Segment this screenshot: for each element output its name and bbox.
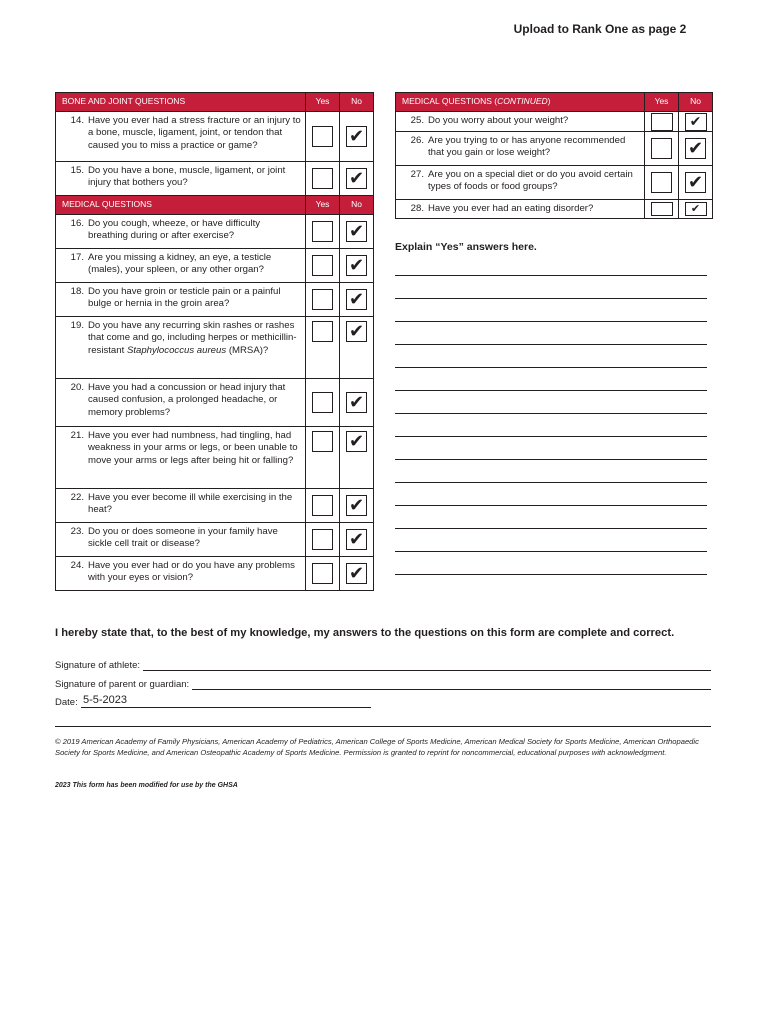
question-text: Do you worry about your weight? <box>428 115 569 126</box>
question-text: Have you ever become ill while exercising in the heat? <box>88 492 293 516</box>
right-questions-table <box>395 92 713 219</box>
question-number: 24. <box>70 560 84 571</box>
question-row <box>396 200 713 219</box>
explain-line[interactable] <box>395 459 707 460</box>
question-text: Do you or does someone in your family have sickle cell trait or disease? <box>88 526 278 550</box>
question-number: 19. <box>70 320 84 331</box>
question-row <box>56 112 374 162</box>
question-number: 27. <box>410 169 424 180</box>
explain-line[interactable] <box>395 551 707 552</box>
yes-checkbox[interactable] <box>312 255 333 276</box>
question-row <box>396 132 713 166</box>
explain-line[interactable] <box>395 436 707 437</box>
question-number: 20. <box>70 382 84 393</box>
no-header: No <box>679 93 713 112</box>
question-row <box>56 317 374 379</box>
athlete-signature-row <box>55 660 711 671</box>
explain-line[interactable] <box>395 367 707 368</box>
medical-header-row <box>56 196 374 215</box>
no-checkbox[interactable]: ✔ <box>346 221 367 242</box>
athlete-signature-field[interactable] <box>143 660 711 671</box>
question-row <box>56 489 374 523</box>
question-text: Are you missing a kidney, an eye, a testicle (males), your spleen, or any other organ? <box>88 252 272 276</box>
question-text-italic: Staphylococcus aureus <box>126 344 227 356</box>
explain-line[interactable] <box>395 482 707 483</box>
explain-line[interactable] <box>395 390 707 391</box>
question-row <box>56 283 374 317</box>
question-row <box>56 427 374 489</box>
question-number: 15. <box>70 165 84 176</box>
question-row <box>56 249 374 283</box>
question-row <box>396 166 713 200</box>
question-text: Have you had a concussion or head injury that caused confusion, a prolonged headache, or memory problems? <box>88 382 286 418</box>
yes-checkbox[interactable] <box>312 126 333 147</box>
question-text: Are you on a special diet or do you avoid certain types of foods or food groups? <box>428 169 633 193</box>
footer-divider <box>55 726 711 727</box>
no-header: No <box>340 93 374 112</box>
question-number: 21. <box>70 430 84 441</box>
question-text: Do you have a bone, muscle, ligament, or joint injury that bothers you? <box>88 165 286 189</box>
question-number: 17. <box>70 252 84 263</box>
no-checkbox[interactable]: ✔ <box>346 289 367 310</box>
question-row <box>56 215 374 249</box>
explain-line[interactable] <box>395 344 707 345</box>
bone-header: BONE AND JOINT QUESTIONS <box>56 93 306 112</box>
question-number: 14. <box>70 115 84 126</box>
continued-header-italic: CONTINUED <box>497 96 548 107</box>
parent-signature-field[interactable] <box>192 679 711 690</box>
question-number: 18. <box>70 286 84 297</box>
no-checkbox[interactable]: ✔ <box>346 126 367 147</box>
no-checkbox[interactable]: ✔ <box>685 113 707 131</box>
no-checkbox[interactable]: ✔ <box>685 138 706 159</box>
bone-header-row <box>56 93 374 112</box>
question-number: 28. <box>410 203 424 214</box>
yes-checkbox[interactable] <box>312 321 333 342</box>
yes-checkbox[interactable] <box>312 168 333 189</box>
yes-checkbox[interactable] <box>312 221 333 242</box>
yes-checkbox[interactable] <box>651 202 673 216</box>
question-text: Do you cough, wheeze, or have difficulty breathing during or after exercise? <box>88 218 261 242</box>
question-row <box>56 557 374 591</box>
explain-line[interactable] <box>395 528 707 529</box>
yes-checkbox[interactable] <box>312 289 333 310</box>
no-checkbox[interactable]: ✔ <box>346 392 367 413</box>
explain-line[interactable] <box>395 413 707 414</box>
explain-line[interactable] <box>395 298 707 299</box>
yes-checkbox[interactable] <box>312 529 333 550</box>
athlete-signature-label: Signature of athlete: <box>55 660 141 671</box>
question-number: 25. <box>410 115 424 126</box>
question-text-end: (MRSA)? <box>228 344 269 356</box>
question-number: 16. <box>70 218 84 229</box>
question-number: 22. <box>70 492 84 503</box>
continued-header: MEDICAL QUESTIONS (CONTINUED) <box>396 93 645 112</box>
upload-note: Upload to Rank One as page 2 <box>513 22 687 36</box>
question-text: Do you have groin or testicle pain or a painful bulge or hernia in the groin area? <box>88 286 281 310</box>
question-number: 26. <box>410 135 424 146</box>
explain-line[interactable] <box>395 574 707 575</box>
yes-checkbox[interactable] <box>312 431 333 452</box>
no-checkbox[interactable]: ✔ <box>346 168 367 189</box>
parent-signature-label: Signature of parent or guardian: <box>55 679 190 690</box>
question-number: 23. <box>70 526 84 537</box>
question-text: Have you ever had or do you have any problems with your eyes or vision? <box>88 560 295 584</box>
yes-checkbox[interactable] <box>312 392 333 413</box>
yes-checkbox[interactable] <box>312 563 333 584</box>
explain-line[interactable] <box>395 275 707 276</box>
question-text: Do you have any recurring skin rashes or rashes that come and go, including herpes or methicillin-resistant <box>88 320 297 356</box>
no-checkbox[interactable]: ✔ <box>346 255 367 276</box>
question-row <box>56 523 374 557</box>
continued-header-row <box>396 93 713 112</box>
question-text: Have you ever had a stress fracture or an injury to a bone, muscle, ligament, joint, or tendon that caused you to miss a practice or game? <box>88 115 301 151</box>
no-checkbox[interactable]: ✔ <box>685 202 707 216</box>
no-header: No <box>340 196 374 215</box>
left-questions-table <box>55 92 374 591</box>
yes-checkbox[interactable] <box>651 172 672 193</box>
attestation-statement: I hereby state that, to the best of my knowledge, my answers to the questions on this form are complete and correct. <box>55 627 675 639</box>
medical-header: MEDICAL QUESTIONS <box>56 196 306 215</box>
question-text: Are you trying to or has anyone recommended that you gain or lose weight? <box>428 135 626 159</box>
no-checkbox[interactable]: ✔ <box>346 563 367 584</box>
copyright-notice: © 2019 American Academy of Family Physicians, American Academy of Pediatrics, American College of Sports Medicine, American Medical Society for Sports Medicine, American Orthopaedic Society for Sports Medicine, and American Osteopathic Academy of Sports Medicine. Permission is granted to reprint for noncommercial, educational purposes with acknowledgment. <box>55 737 699 757</box>
no-checkbox[interactable]: ✔ <box>685 172 706 193</box>
yes-checkbox[interactable] <box>651 113 673 131</box>
parent-signature-row <box>55 679 711 690</box>
date-value: 5-5-2023 <box>83 694 128 706</box>
no-checkbox[interactable]: ✔ <box>346 321 367 342</box>
date-label: Date: <box>55 697 78 708</box>
question-row <box>56 162 374 196</box>
yes-header: Yes <box>306 93 340 112</box>
yes-header: Yes <box>306 196 340 215</box>
explain-line[interactable] <box>395 505 707 506</box>
no-checkbox[interactable]: ✔ <box>346 431 367 452</box>
question-row <box>56 379 374 427</box>
question-text: Have you ever had an eating disorder? <box>428 203 594 214</box>
no-checkbox[interactable]: ✔ <box>346 495 367 516</box>
question-row <box>396 112 713 132</box>
question-text: Have you ever had numbness, had tingling, had weakness in your arms or legs, or been unable to move your arms or legs after being hit or falling? <box>88 430 298 466</box>
explain-line[interactable] <box>395 321 707 322</box>
no-checkbox[interactable]: ✔ <box>346 529 367 550</box>
yes-checkbox[interactable] <box>651 138 672 159</box>
yes-checkbox[interactable] <box>312 495 333 516</box>
modification-note: 2023 This form has been modified for use by the GHSA <box>55 782 238 789</box>
explain-label: Explain “Yes” answers here. <box>395 241 537 253</box>
yes-header: Yes <box>645 93 679 112</box>
